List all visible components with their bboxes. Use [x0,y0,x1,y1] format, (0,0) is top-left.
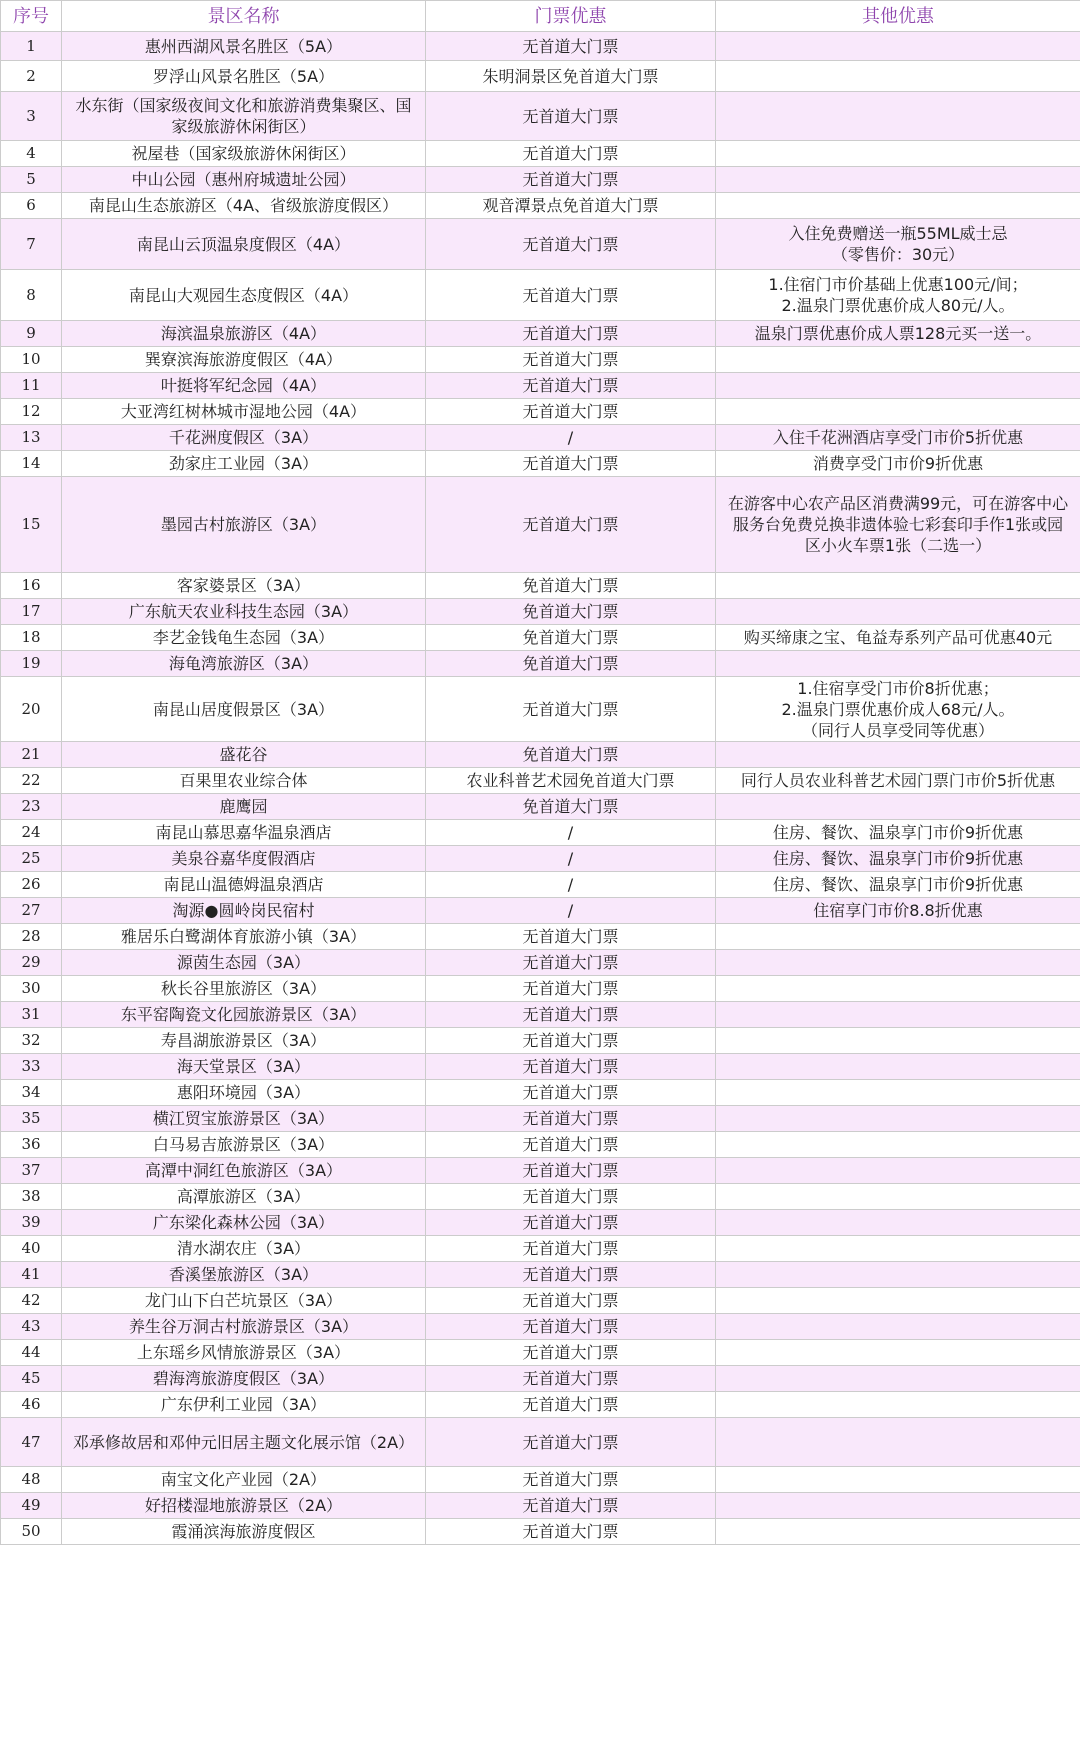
row-number: 23 [1,794,62,820]
table-row [1,1210,1080,1236]
ticket-discount-cell: 无首道大门票 [426,270,716,321]
other-discount-cell [716,1158,1080,1184]
table-row [1,1236,1080,1262]
row-number: 35 [1,1106,62,1132]
row-number: 9 [1,321,62,347]
ticket-discount-cell: 免首道大门票 [426,573,716,599]
row-number: 16 [1,573,62,599]
row-number: 28 [1,924,62,950]
row-number: 30 [1,976,62,1002]
row-number: 33 [1,1054,62,1080]
other-discount-cell: 在游客中心农产品区消费满99元，可在游客中心 服务台免费兑换非遗体验七彩套印手作1张或园 区小火车票1张（二选一） [716,477,1080,573]
other-discount-cell: 住宿享门市价8.8折优惠 [716,898,1080,924]
row-number: 34 [1,1080,62,1106]
scenic-name-cell: 南宝文化产业园（2A） [62,1467,426,1493]
ticket-discount-cell: / [426,898,716,924]
scenic-name-cell: 南昆山云顶温泉度假区（4A） [62,219,426,270]
other-discount-cell [716,32,1080,61]
scenic-name-cell: 罗浮山风景名胜区（5A） [62,61,426,92]
other-discount-cell [716,92,1080,141]
table-row [1,846,1080,872]
table-row [1,820,1080,846]
ticket-discount-cell: 无首道大门票 [426,373,716,399]
other-discount-cell [716,1467,1080,1493]
scenic-name-cell: 海龟湾旅游区（3A） [62,651,426,677]
scenic-name-cell: 清水湖农庄（3A） [62,1236,426,1262]
other-discount-cell [716,1106,1080,1132]
table-row [1,451,1080,477]
other-discount-cell [716,1002,1080,1028]
other-discount-cell [716,924,1080,950]
table-row [1,1314,1080,1340]
row-number: 7 [1,219,62,270]
table-row [1,373,1080,399]
row-number: 41 [1,1262,62,1288]
ticket-discount-cell: 观音潭景点免首道大门票 [426,193,716,219]
ticket-discount-cell: 无首道大门票 [426,1210,716,1236]
other-discount-cell [716,1366,1080,1392]
ticket-discount-cell: 朱明洞景区免首道大门票 [426,61,716,92]
ticket-discount-cell: 无首道大门票 [426,1028,716,1054]
table-row [1,167,1080,193]
other-discount-cell [716,1288,1080,1314]
table-row [1,976,1080,1002]
other-discount-cell: 购买缔康之宝、龟益寿系列产品可优惠40元 [716,625,1080,651]
other-discount-cell [716,1392,1080,1418]
table-row [1,1184,1080,1210]
scenic-name-cell: 李艺金钱龟生态园（3A） [62,625,426,651]
row-number: 45 [1,1366,62,1392]
table-row [1,950,1080,976]
other-discount-cell [716,1262,1080,1288]
other-discount-cell [716,573,1080,599]
scenic-name-cell: 劲家庄工业园（3A） [62,451,426,477]
other-discount-cell [716,1028,1080,1054]
row-number: 15 [1,477,62,573]
row-number: 50 [1,1519,62,1545]
scenic-name-cell: 叶挺将军纪念园（4A） [62,373,426,399]
ticket-discount-cell: 无首道大门票 [426,1132,716,1158]
ticket-discount-cell: 无首道大门票 [426,1314,716,1340]
other-discount-cell [716,1340,1080,1366]
other-discount-cell: 住房、餐饮、温泉享门市价9折优惠 [716,846,1080,872]
other-discount-cell: 温泉门票优惠价成人票128元买一送一。 [716,321,1080,347]
other-discount-cell: 消费享受门市价9折优惠 [716,451,1080,477]
table-row [1,1366,1080,1392]
table-header [1,1,1080,32]
other-discount-cell [716,742,1080,768]
other-discount-cell: 同行人员农业科普艺术园门票门市价5折优惠 [716,768,1080,794]
other-discount-cell [716,167,1080,193]
table-row [1,1002,1080,1028]
other-discount-cell [716,599,1080,625]
row-number: 47 [1,1418,62,1467]
scenic-name-cell: 高潭旅游区（3A） [62,1184,426,1210]
row-number: 26 [1,872,62,898]
ticket-discount-cell: 无首道大门票 [426,92,716,141]
ticket-discount-cell: 无首道大门票 [426,1519,716,1545]
scenic-name-cell: 鹿鹰园 [62,794,426,820]
row-number: 27 [1,898,62,924]
table-row [1,92,1080,141]
scenic-name-cell: 碧海湾旅游度假区（3A） [62,1366,426,1392]
ticket-discount-cell: 无首道大门票 [426,141,716,167]
other-discount-cell: 入住免费赠送一瓶55ML威士忌 （零售价：30元） [716,219,1080,270]
scenic-name-cell: 源茵生态园（3A） [62,950,426,976]
ticket-discount-cell: / [426,872,716,898]
scenic-name-cell: 中山公园（惠州府城遗址公园） [62,167,426,193]
ticket-discount-cell: 免首道大门票 [426,599,716,625]
header-number: 序号 [1,1,62,32]
ticket-discount-cell: 农业科普艺术园免首道大门票 [426,768,716,794]
table-row [1,1054,1080,1080]
other-discount-cell [716,373,1080,399]
row-number: 12 [1,399,62,425]
ticket-discount-cell: 无首道大门票 [426,1106,716,1132]
scenic-name-cell: 海滨温泉旅游区（4A） [62,321,426,347]
scenic-name-cell: 南昆山生态旅游区（4A、省级旅游度假区） [62,193,426,219]
ticket-discount-cell: 无首道大门票 [426,1467,716,1493]
scenic-name-cell: 高潭中洞红色旅游区（3A） [62,1158,426,1184]
table-row [1,399,1080,425]
ticket-discount-cell: 无首道大门票 [426,321,716,347]
table-row [1,61,1080,92]
table-row [1,32,1080,61]
table-row [1,1028,1080,1054]
scenic-name-cell: 客家婆景区（3A） [62,573,426,599]
ticket-discount-cell: 无首道大门票 [426,451,716,477]
row-number: 10 [1,347,62,373]
row-number: 19 [1,651,62,677]
scenic-name-cell: 养生谷万洞古村旅游景区（3A） [62,1314,426,1340]
table-row [1,1132,1080,1158]
scenic-name-cell: 霞涌滨海旅游度假区 [62,1519,426,1545]
other-discount-cell [716,1054,1080,1080]
row-number: 48 [1,1467,62,1493]
table-row [1,193,1080,219]
scenic-name-cell: 千花洲度假区（3A） [62,425,426,451]
row-number: 4 [1,141,62,167]
table-row [1,1262,1080,1288]
scenic-name-cell: 淘源●圆岭岗民宿村 [62,898,426,924]
scenic-name-cell: 水东街（国家级夜间文化和旅游消费集聚区、国 家级旅游休闲街区） [62,92,426,141]
scenic-name-cell: 祝屋巷（国家级旅游休闲街区） [62,141,426,167]
table-row [1,1106,1080,1132]
ticket-discount-cell: 无首道大门票 [426,924,716,950]
other-discount-cell [716,61,1080,92]
other-discount-cell [716,1493,1080,1519]
ticket-discount-cell: 无首道大门票 [426,1158,716,1184]
scenic-name-cell: 秋长谷里旅游区（3A） [62,976,426,1002]
table-row [1,677,1080,742]
row-number: 38 [1,1184,62,1210]
scenic-name-cell: 寿昌湖旅游景区（3A） [62,1028,426,1054]
header-scenic-name: 景区名称 [62,1,426,32]
row-number: 49 [1,1493,62,1519]
row-number: 2 [1,61,62,92]
scenic-name-cell: 东平窑陶瓷文化园旅游景区（3A） [62,1002,426,1028]
other-discount-cell [716,651,1080,677]
ticket-discount-cell: 免首道大门票 [426,742,716,768]
ticket-discount-cell: 无首道大门票 [426,1236,716,1262]
row-number: 18 [1,625,62,651]
scenic-name-cell: 白马易吉旅游景区（3A） [62,1132,426,1158]
ticket-discount-cell: / [426,846,716,872]
scenic-name-cell: 盛花谷 [62,742,426,768]
row-number: 1 [1,32,62,61]
row-number: 17 [1,599,62,625]
scenic-name-cell: 惠阳环境园（3A） [62,1080,426,1106]
table-row [1,219,1080,270]
ticket-discount-cell: 无首道大门票 [426,1262,716,1288]
other-discount-cell [716,141,1080,167]
row-number: 44 [1,1340,62,1366]
ticket-discount-cell: 免首道大门票 [426,651,716,677]
other-discount-cell [716,976,1080,1002]
table-row [1,651,1080,677]
scenic-name-cell: 南昆山温德姆温泉酒店 [62,872,426,898]
table-row [1,1392,1080,1418]
other-discount-cell: 住房、餐饮、温泉享门市价9折优惠 [716,820,1080,846]
row-number: 39 [1,1210,62,1236]
row-number: 31 [1,1002,62,1028]
row-number: 42 [1,1288,62,1314]
ticket-discount-cell: 无首道大门票 [426,677,716,742]
other-discount-cell [716,347,1080,373]
table-row [1,141,1080,167]
other-discount-cell [716,193,1080,219]
table-row [1,321,1080,347]
row-number: 37 [1,1158,62,1184]
other-discount-cell: 1.住宿享受门市价8折优惠； 2.温泉门票优惠价成人68元/人。 （同行人员享受同等优惠） [716,677,1080,742]
ticket-discount-cell: 无首道大门票 [426,1392,716,1418]
scenic-name-cell: 海天堂景区（3A） [62,1054,426,1080]
row-number: 6 [1,193,62,219]
row-number: 36 [1,1132,62,1158]
scenic-name-cell: 广东伊利工业园（3A） [62,1392,426,1418]
ticket-discount-cell: 无首道大门票 [426,1418,716,1467]
scenic-name-cell: 墨园古村旅游区（3A） [62,477,426,573]
scenic-name-cell: 百果里农业综合体 [62,768,426,794]
scenic-name-cell: 好招楼湿地旅游景区（2A） [62,1493,426,1519]
header-row [1,1,1080,32]
ticket-discount-cell: / [426,820,716,846]
other-discount-cell [716,1418,1080,1467]
other-discount-cell [716,950,1080,976]
table-row [1,1080,1080,1106]
ticket-discount-cell: 无首道大门票 [426,1054,716,1080]
ticket-discount-cell: / [426,425,716,451]
ticket-discount-cell: 无首道大门票 [426,32,716,61]
row-number: 5 [1,167,62,193]
table-row [1,573,1080,599]
table-row [1,898,1080,924]
row-number: 40 [1,1236,62,1262]
table-row [1,768,1080,794]
row-number: 25 [1,846,62,872]
table-row [1,924,1080,950]
scenic-name-cell: 惠州西湖风景名胜区（5A） [62,32,426,61]
scenic-name-cell: 雅居乐白鹭湖体育旅游小镇（3A） [62,924,426,950]
ticket-discount-cell: 无首道大门票 [426,219,716,270]
scenic-name-cell: 南昆山慕思嘉华温泉酒店 [62,820,426,846]
row-number: 22 [1,768,62,794]
ticket-discount-cell: 免首道大门票 [426,625,716,651]
row-number: 8 [1,270,62,321]
row-number: 20 [1,677,62,742]
other-discount-cell [716,1132,1080,1158]
header-ticket-discount: 门票优惠 [426,1,716,32]
ticket-discount-cell: 无首道大门票 [426,976,716,1002]
scenic-name-cell: 美泉谷嘉华度假酒店 [62,846,426,872]
row-number: 3 [1,92,62,141]
row-number: 32 [1,1028,62,1054]
other-discount-cell [716,1080,1080,1106]
row-number: 43 [1,1314,62,1340]
ticket-discount-cell: 无首道大门票 [426,1340,716,1366]
ticket-discount-cell: 无首道大门票 [426,1493,716,1519]
table-row [1,1418,1080,1467]
table-row [1,599,1080,625]
ticket-discount-cell: 无首道大门票 [426,347,716,373]
table-row [1,1467,1080,1493]
scenic-name-cell: 香溪堡旅游区（3A） [62,1262,426,1288]
table-row [1,1340,1080,1366]
ticket-discount-cell: 无首道大门票 [426,477,716,573]
table-row [1,794,1080,820]
scenic-name-cell: 上东瑶乡风情旅游景区（3A） [62,1340,426,1366]
other-discount-cell [716,1314,1080,1340]
scenic-name-cell: 南昆山大观园生态度假区（4A） [62,270,426,321]
ticket-discount-cell: 无首道大门票 [426,1002,716,1028]
scenic-name-cell: 横江贸宝旅游景区（3A） [62,1106,426,1132]
ticket-discount-cell: 无首道大门票 [426,1366,716,1392]
header-other-discount: 其他优惠 [716,1,1080,32]
row-number: 46 [1,1392,62,1418]
other-discount-cell: 住房、餐饮、温泉享门市价9折优惠 [716,872,1080,898]
table-row [1,625,1080,651]
table-row [1,477,1080,573]
ticket-discount-cell: 无首道大门票 [426,950,716,976]
scenic-name-cell: 巽寮滨海旅游度假区（4A） [62,347,426,373]
row-number: 14 [1,451,62,477]
scenic-name-cell: 邓承修故居和邓仲元旧居主题文化展示馆（2A） [62,1418,426,1467]
row-number: 13 [1,425,62,451]
table-row [1,1288,1080,1314]
other-discount-cell [716,399,1080,425]
ticket-discount-cell: 无首道大门票 [426,167,716,193]
scenic-name-cell: 龙门山下白芒坑景区（3A） [62,1288,426,1314]
table-row [1,347,1080,373]
scenic-name-cell: 南昆山居度假景区（3A） [62,677,426,742]
ticket-discount-cell: 无首道大门票 [426,1288,716,1314]
other-discount-cell [716,1519,1080,1545]
other-discount-cell [716,1184,1080,1210]
scenic-name-cell: 广东梁化森林公园（3A） [62,1210,426,1236]
table-row [1,1519,1080,1545]
table-row [1,270,1080,321]
table-row [1,425,1080,451]
table-row [1,872,1080,898]
row-number: 24 [1,820,62,846]
table-body [1,32,1080,1545]
table-row [1,742,1080,768]
table-row [1,1493,1080,1519]
row-number: 29 [1,950,62,976]
scenic-name-cell: 大亚湾红树林城市湿地公园（4A） [62,399,426,425]
other-discount-cell [716,1210,1080,1236]
ticket-discount-cell: 无首道大门票 [426,1080,716,1106]
ticket-discount-cell: 无首道大门票 [426,399,716,425]
row-number: 21 [1,742,62,768]
other-discount-cell: 入住千花洲酒店享受门市价5折优惠 [716,425,1080,451]
table-row [1,1158,1080,1184]
other-discount-cell [716,1236,1080,1262]
ticket-discount-cell: 无首道大门票 [426,1184,716,1210]
other-discount-cell [716,794,1080,820]
other-discount-cell: 1.住宿门市价基础上优惠100元/间； 2.温泉门票优惠价成人80元/人。 [716,270,1080,321]
row-number: 11 [1,373,62,399]
scenic-name-cell: 广东航天农业科技生态园（3A） [62,599,426,625]
ticket-discount-cell: 免首道大门票 [426,794,716,820]
